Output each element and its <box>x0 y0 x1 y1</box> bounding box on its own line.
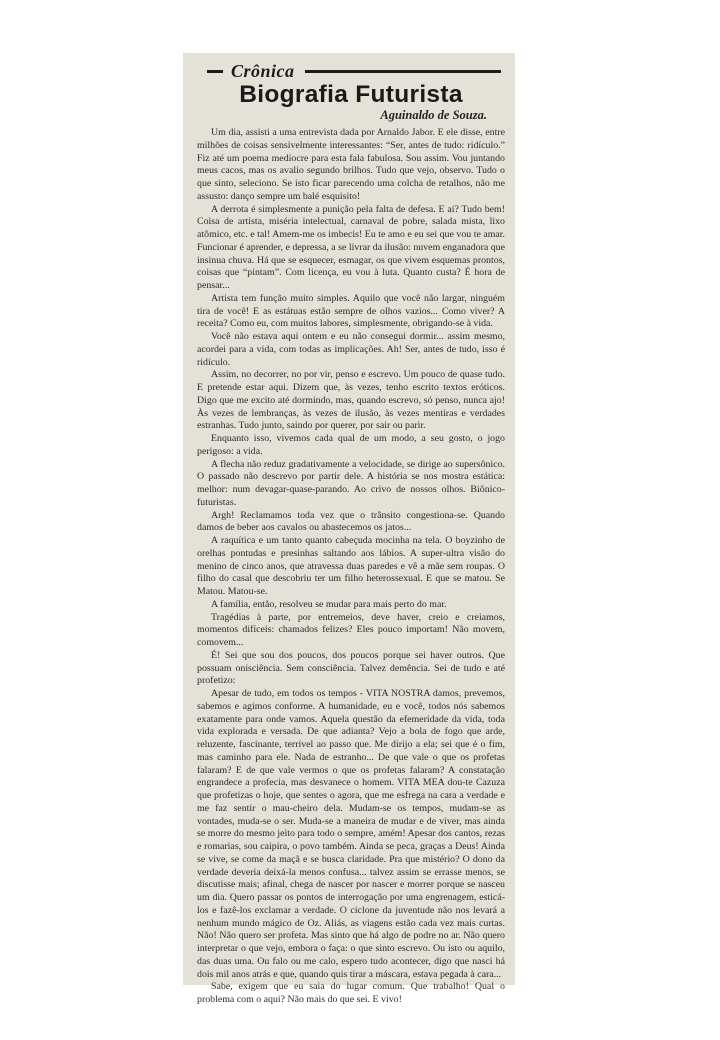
article-paragraph: Assim, no decorrer, no por vir, penso e escrevo. Um pouco de quase tudo. E pretende estar aqui. Dizem que, às vezes, tenho escrito textos eróticos. Digo que me excito até dormindo, mas, quando escrevo, só penso, nunca ajo! Às vezes de lembranças, às vezes de ilusão, às vezes mentiras e verdades estranhas. Tudo junto, saindo por querer, por sair ou parir. <box>197 369 505 432</box>
section-label: Crônica <box>231 60 295 81</box>
newspaper-clipping <box>183 53 515 1005</box>
article-title: Biografia Futurista <box>239 81 463 108</box>
article-paragraph: Artista tem função muito simples. Aquilo que você não largar, ninguém tira de você! E as estátuas estão sempre de olhos vazios... Como viver? A receita? Como eu, com muitos labores, simplesmente, obrigando-se à vida. <box>197 292 505 330</box>
author-byline: Aguinaldo de Souza. <box>380 108 487 122</box>
article-paragraph: Argh! Reclamamos toda vez que o trânsito congestiona-se. Quando damos de beber aos cavalos ou abastecemos os jatos... <box>197 509 505 534</box>
article-paragraph: A família, então, resolveu se mudar para mais perto do mar. <box>211 598 447 610</box>
article-paragraph: Enquanto isso, vivemos cada qual de um modo, a seu gosto, o jogo perigoso: a vida. <box>197 433 505 457</box>
article-paragraph: Apesar de tudo, em todos os tempos - VITA NOSTRA damos, prevemos, sabemos e agimos conforme. A humanidade, eu e você, todos nós sabemos exatamente para onde vamos. Aquela questão da efemeridade da vida, toda vida explorada e versada. De que adianta? Vejo a bola de fogo que arde, reluzente, fascinante, terrível ao passo que. Me dirijo a ela; sei que é o fim, mas caminho para ele. Nada de estranho... De que vale o que os profetas falaram? E de que vale vermos o que os profetas falaram? A constatação engrandece a profecia, mas desvanece o homem. VITA MEA dou-te Cazuza que profetizas o hoje, que sentes o agora, que me esfrega na cara a verdade e me faz sentir o mau-cheiro dela. Mudam-se os tempos, mudam-se as vontades, muda-se o ser. Muda-se a maneira de mudar e de viver, mas ainda se morre do mesmo jeito para todo o sempre, amém! Apesar dos cantos, rezas e romarias, sou caipira, o povo também. Ainda se peca, graças a Deus! Ainda se vive, se come da maçã e se busca claridade. Pra que mistério? O dono da verdade deveria deixá-la menos confusa... talvez assim se errasse menos, se discutisse mais; afinal, chega de nascer por nascer e morrer porque se nasceu um dia. Quero passar os pontos de interrogação por uma engrenagem, esticá-los e fazê-los exclamar a verdade. O ciclone da juventude não nos levará a nenhum mundo mágico de Oz. Aliás, as viagens estão cada vez mais curtas. Não! Não quero ser profeta. Mas sinto que há algo de podre no ar. Não quero interpretar o que vejo, embora o faça: o que sinto escrevo. Ou isto ou aquilo, das duas uma. Ou falo ou me calo, espero tudo acontecer, digo que nasci há dois mil anos atrás e que, quando quis tirar a máscara, estava pegada à cara... <box>197 688 505 980</box>
header-rule-left <box>207 70 223 73</box>
article-paragraph: Tragédias à parte, por entremeios, deve haver, creio e creiamos, momentos difíceis: chamados felizes? Eles pouco importam! Não movem, comovem... <box>197 611 505 648</box>
section-header <box>197 61 505 81</box>
article-paragraph: A raquítica e um tanto quanto cabeçuda mocinha na tela. O boyzinho de orelhas pontudas e presinhas saltando aos lábios. A super-ultra visão do menino de cinco anos, que atravessa duas paredes e vê a mãe sem roupas. O filho do casal que descobriu ter um filho heterossexual. E que se matou. Se Matou. Matou-se. <box>197 535 505 597</box>
article-paragraph: Um dia, assisti a uma entrevista dada por Arnaldo Jabor. E ele disse, entre milhões de coisas sensivelmente interessantes: “Ser, antes de tudo: ridículo.” Fiz até um poema medíocre para esta fala fabulosa. Sou assim. Vou juntando meus cacos, mas os avalio segundo brilhos. Tudo que vejo, observo. Tudo o que sinto, seleciono. Se isto ficar parecendo uma colcha de retalhos, não me assusto: danço sempre um balé esquisito! <box>197 127 505 202</box>
article-paragraph: A derrota é simplesmente a punição pela falta de defesa. E aí? Tudo bem! Coisa de artista, miséria intelectual, carnaval de pobre, salada mista, lixo atômico, etc. e tal! Amem-me os imbecis! Eu te amo e eu sei que vou te amar. Funcionar é aprender, e depressa, a se livrar da ilusão: nuvem enganadora que insinua chuva. Há que se esquecer, esmagar, os que vivem esquemas prontos, coisas que “pintam”. Com licença, eu vou à luta. Quanto custa? É hora de pensar... <box>197 203 505 291</box>
article-body <box>197 127 505 1007</box>
article-paragraph: É! Sei que sou dos poucos, dos poucos porque sei haver outros. Que possuam onisciência. Sem consciência. Talvez demência. Sei de tudo e até profetizo: <box>197 649 505 687</box>
article-paragraph: A flecha não reduz gradativamente a velocidade, se dirige ao supersônico. O passado não descrevo por partir dele. A história se nos mostra estática: melhor: num devagar-quase-parando. Ao crivo de nossos olhos. Biônico-futuristas. <box>197 458 505 508</box>
article-paragraph: Você não estava aqui ontem e eu não consegui dormir... assim mesmo, acordei para a vida, com todas as implicações. Ah! Ser, antes de tudo, isso é ridículo. <box>197 331 505 368</box>
header-rule-right <box>305 70 501 73</box>
article-paragraph: Sabe, exigem que eu saia do lugar comum. Que trabalho! Qual o problema com o aqui? Não mais do que sei. E vivo! <box>197 981 505 1005</box>
